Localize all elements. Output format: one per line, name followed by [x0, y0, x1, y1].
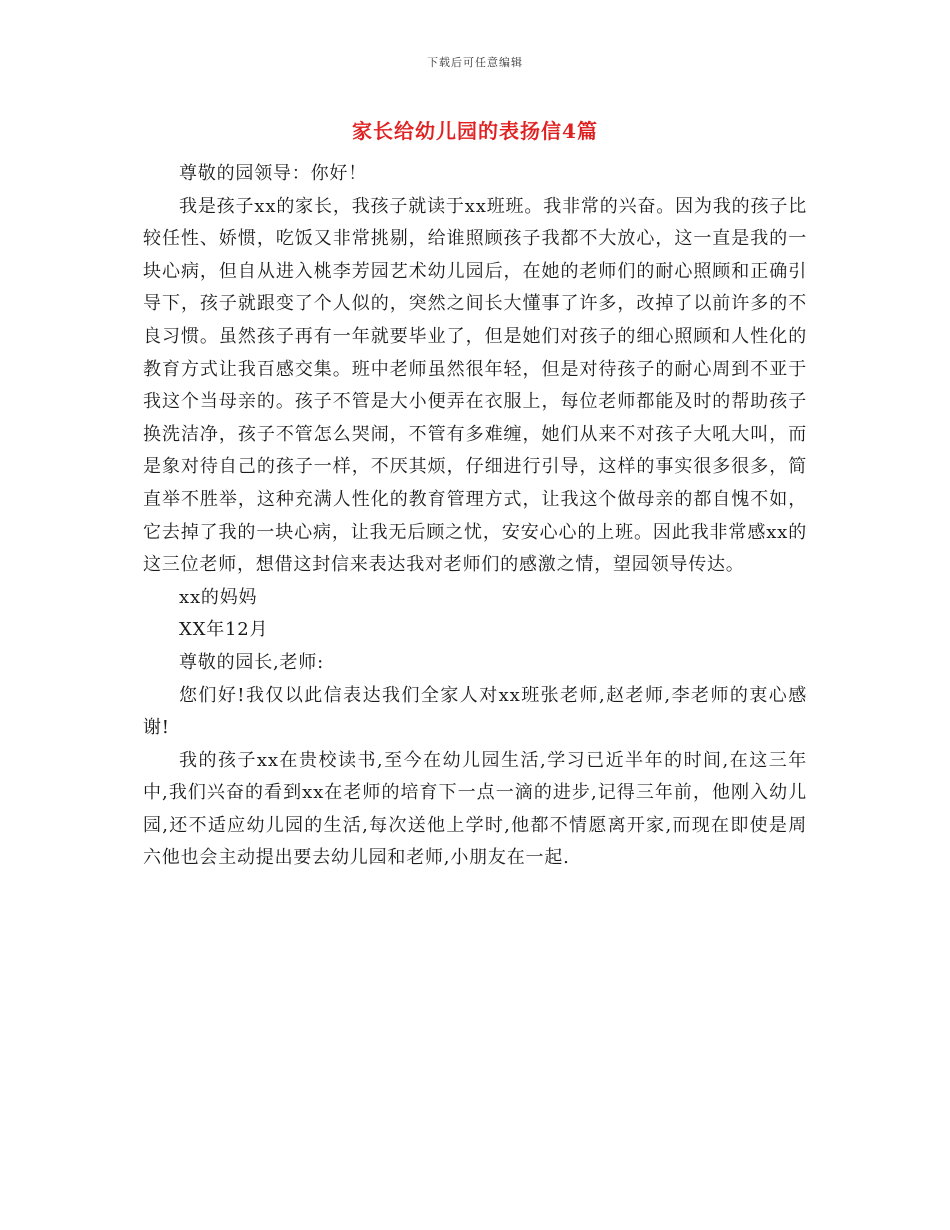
letter2-paragraph-1: 您们好!我仅以此信表达我们全家人对xx班张老师,赵老师,李老师的衷心感谢! [143, 684, 807, 739]
document-title: 家长给幼儿园的表扬信4篇 [352, 119, 598, 143]
letter1-body: 我是孩子xx的家长，我孩子就读于xx班班。我非常的兴奋。因为我的孩子比较任性、娇惯，吃饭又非常挑剔，给谁照顾孩子我都不大放心，这一直是我的一块心病，但自从进入桃李芳园艺术幼儿园后，在她的老师们的耐心照顾和正确引导下，孩子就跟变了个人似的，突然之间长大懂事了许多，改掉了以前许多的不良习惯。虽然孩子再有一年就要毕业了，但是她们对孩子的细心照顾和人性化的教育方式让我百感交集。班中老师虽然很年轻，但是对待孩子的耐心周到不亚于我这个当母亲的。孩子不管是大小便弄在衣服上，每位老师都能及时的帮助孩子换洗洁净，孩子不管怎么哭闹，不管有多难缠，她们从来不对孩子大吼大叫，而是象对待自己的孩子一样，不厌其烦，仔细进行引导，这样的事实很多很多，简直举不胜举，这种充满人性化的教育管理方式，让我这个做母亲的都自愧不如，它去掉了我的一块心病，让我无后顾之忧，安安心心的上班。因此我非常感xx的这三位老师，想借这封信来表达我对老师们的感激之情，望园领导传达。 [143, 195, 807, 576]
letter1-date: XX年12月 [179, 619, 269, 641]
letter2-paragraph-2: 我的孩子xx在贵校读书,至今在幼儿园生活,学习已近半年的时间,在这三年中,我们兴奋的看到xx在老师的培育下一点一滴的进步,记得三年前，他刚入幼儿园,还不适应幼儿园的生活,每次送他上学时,他都不情愿离开家,而现在即使是周六他也会主动提出要去幼儿园和老师,小朋友在一起. [143, 749, 807, 869]
document-body [143, 158, 807, 875]
letter1-signature: xx的妈妈 [179, 586, 258, 608]
letter1-greeting: 尊敬的园领导：你好！ [179, 163, 367, 184]
header-note: 下载后可任意编辑 [427, 56, 523, 69]
letter2-greeting: 尊敬的园长,老师: [179, 651, 324, 673]
